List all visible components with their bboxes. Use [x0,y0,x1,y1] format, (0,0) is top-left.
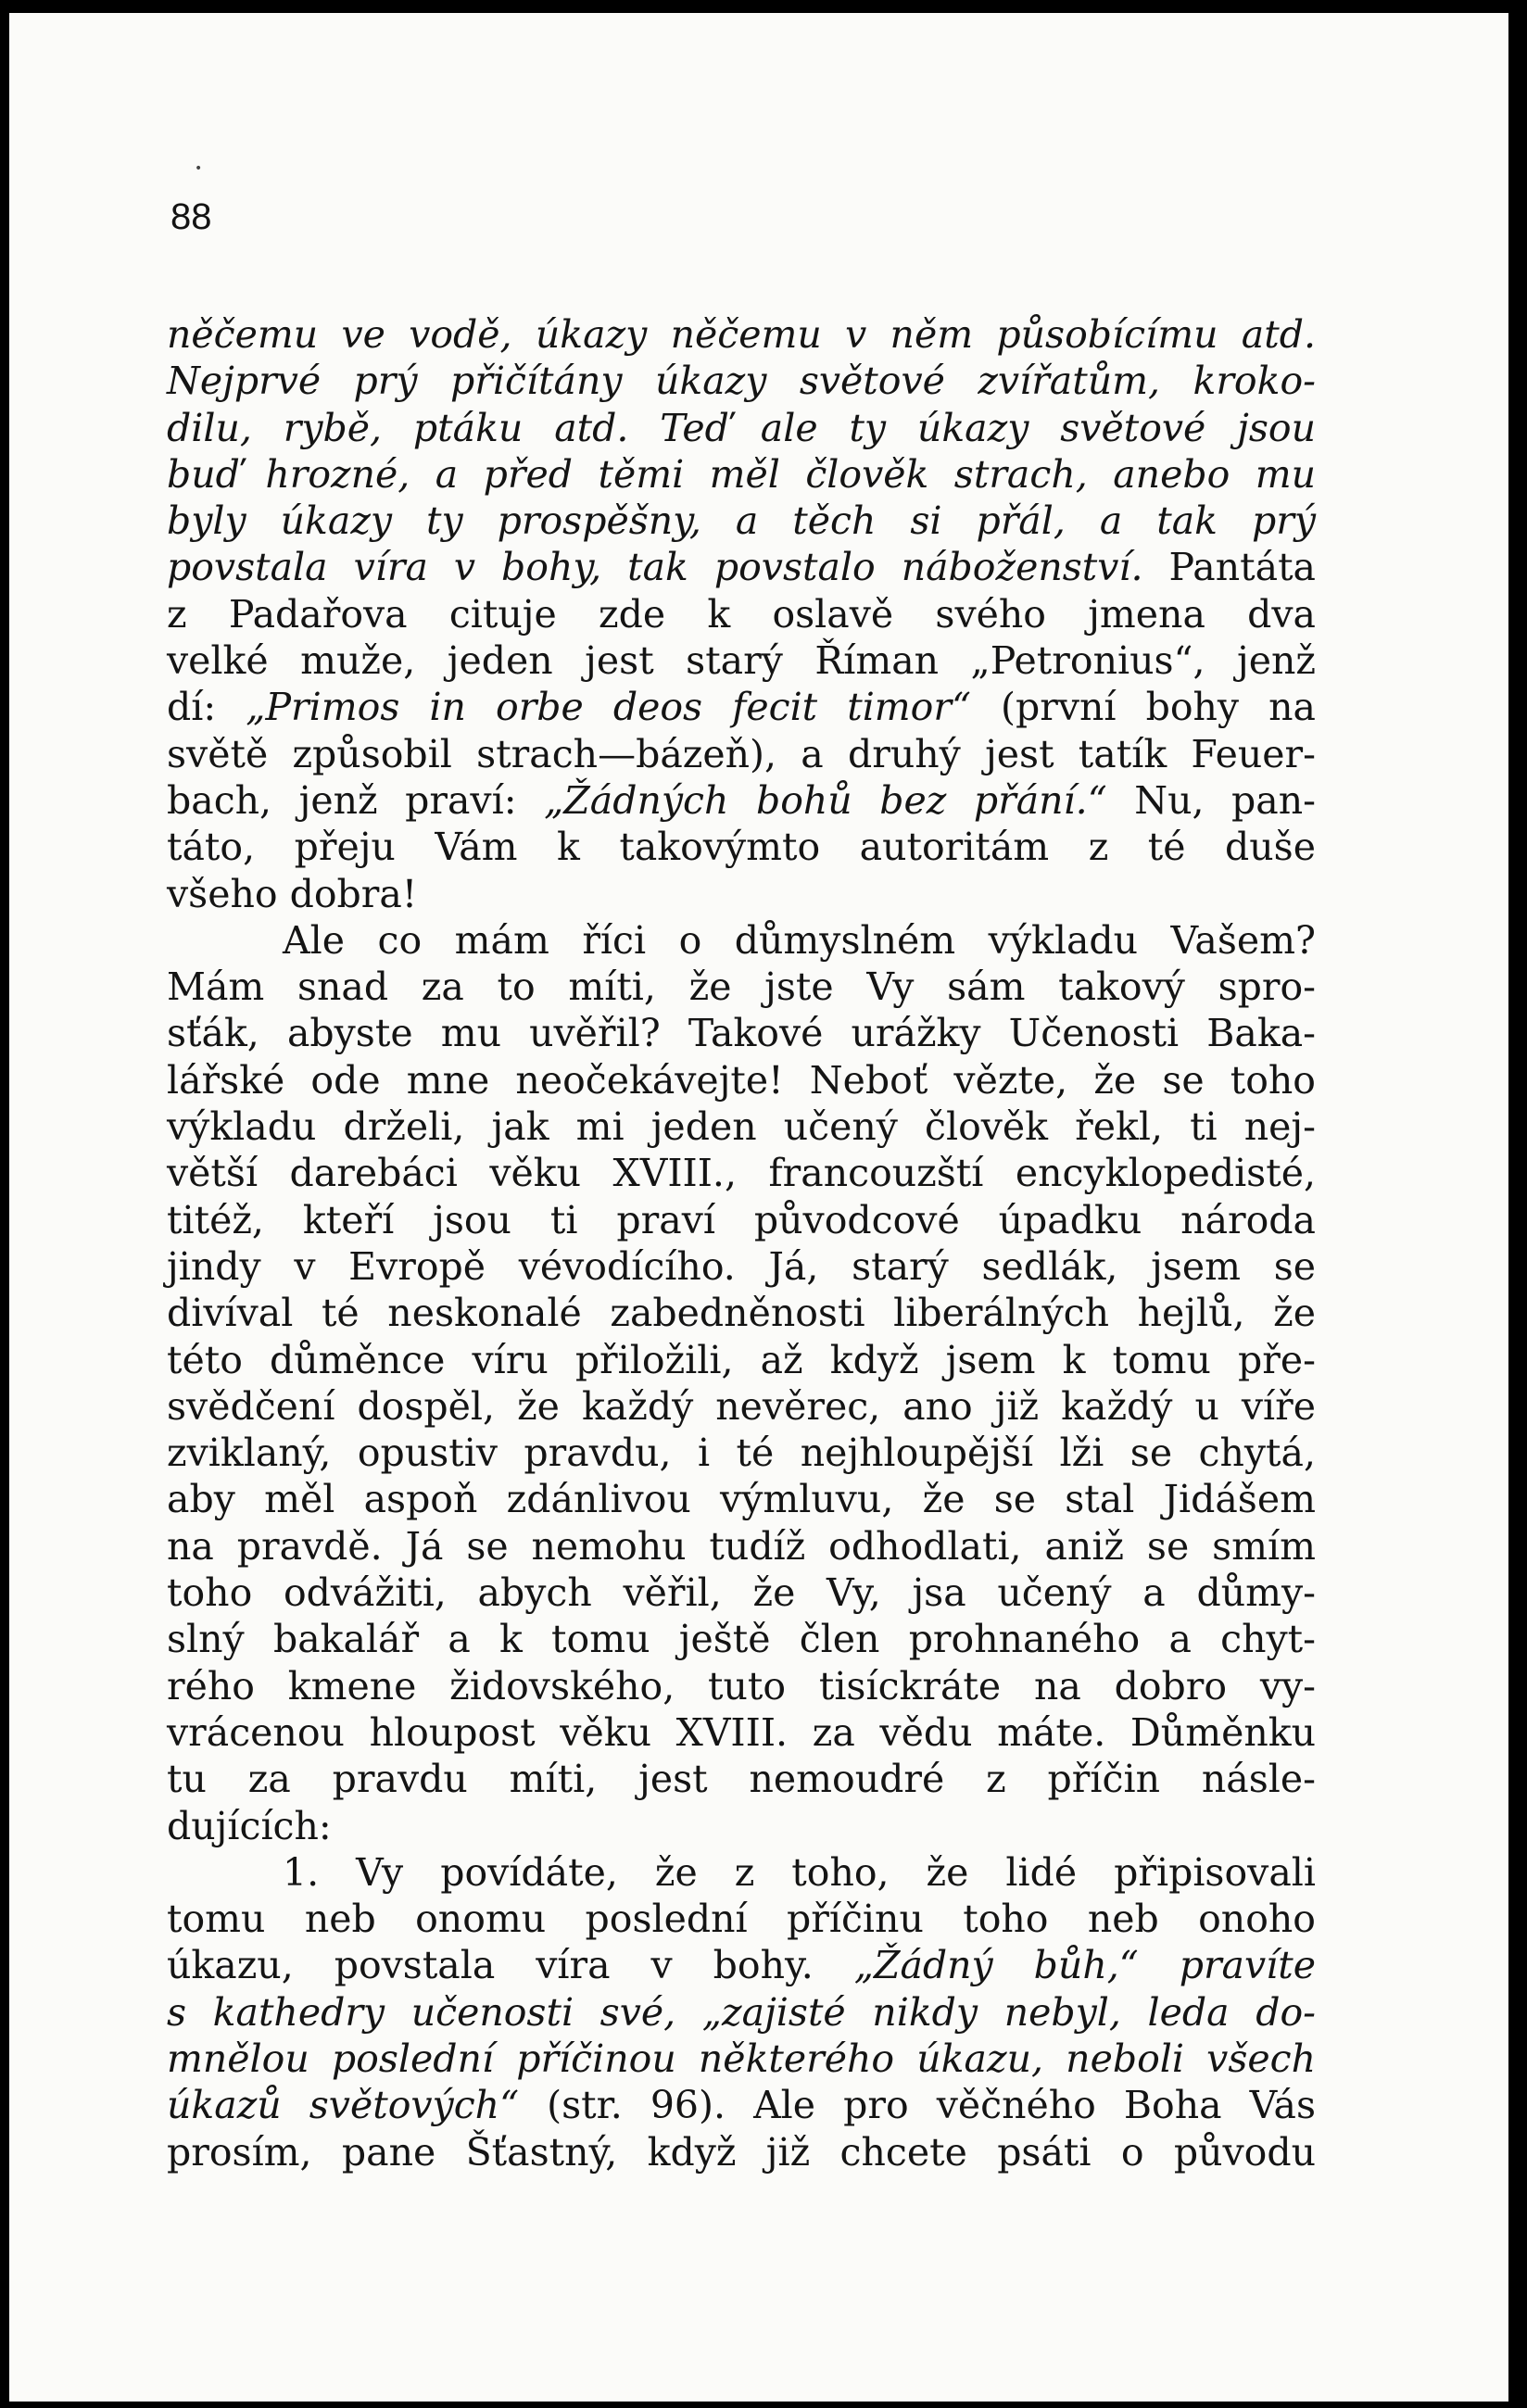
text-line [167,1523,1316,1570]
text-segment: Mám snad za to míti, že jste Vy sám takový spro- [167,964,1316,1010]
text-segment: dí: [167,685,246,730]
text-line [167,917,1316,964]
italic-text-segment: Nejprvé prý přičítány úkazy světové zvířatům, kroko- [167,359,1316,404]
text-segment: (první bohy na [970,685,1316,730]
text-line [167,1896,1316,1942]
text-line [167,1430,1316,1476]
text-segment: Nu, pan- [1106,777,1316,823]
scan-speck: • [195,161,203,176]
text-segment: sťák, abyste mu uvěřil? Takové urážky Učenosti Baka- [167,1011,1316,1056]
text-segment: táto, přeju Vám k takovýmto autoritám z té duše [167,825,1316,870]
text-line [167,1989,1316,2036]
text-segment: světě způsobil strach—bázeň), a druhý jest tatík Feuer- [167,731,1316,776]
italic-text-segment: buď hrozné, a před těmi měl člověk strach, anebo mu [167,451,1316,497]
italic-text-segment: dilu, rybě, ptáku atd. Teď ale ty úkazy světové jsou [167,405,1316,450]
text-line [167,684,1316,730]
text-line [167,1663,1316,1709]
text-line [167,824,1316,870]
text-line [167,1570,1316,1616]
text-segment: lářské ode mne neočekávejte! Neboť vězte, že se toho [167,1057,1316,1103]
text-segment: vrácenou hloupost věku XVIII. za vědu máte. Důměnku [167,1709,1316,1755]
text-line [167,1756,1316,1802]
text-segment: na pravdě. Já se nemohu tudíž odhodlati, aniž se smím [167,1523,1316,1569]
text-line [167,1243,1316,1290]
text-segment: tomu neb onomu poslední příčinu toho neb onoho [167,1897,1316,1942]
italic-text-segment: úkazů světových“ [167,2083,520,2128]
text-segment: prosím, pane Šťastný, když již chcete psáti o původu [167,2129,1316,2175]
text-segment: zviklaný, opustiv pravdu, i té nejhloupější lži se chytá, [167,1431,1316,1476]
text-line [167,358,1316,404]
text-line [167,405,1316,451]
text-line [167,731,1316,777]
text-line [167,544,1316,590]
text-segment: rého kmene židovského, tuto tisíckráte na dobro vy- [167,1663,1316,1708]
text-segment: všeho dobra! [167,871,418,916]
text-line [167,2036,1316,2082]
text-segment: výkladu drželi, jak mi jeden učený člověk řekl, ti nej- [167,1104,1316,1150]
text-segment: 1. Vy povídáte, že z toho, že lidé připisovali [283,1849,1316,1895]
text-segment: toho odvážiti, abych věřil, že Vy, jsa učený a důmy- [167,1570,1316,1616]
body-text [167,311,1316,2175]
text-segment: úkazu, povstala víra v bohy. [167,1943,854,1988]
text-line [167,1150,1316,1196]
text-segment: Pantáta [1142,545,1316,590]
text-segment: bach, jenž praví: [167,777,545,823]
text-line [167,498,1316,544]
text-line [167,637,1316,684]
text-line [167,1476,1316,1522]
text-line [167,1337,1316,1383]
text-line [167,1103,1316,1150]
text-segment: slný bakalář a k tomu ještě člen prohnaného a chyt- [167,1617,1316,1662]
text-line [167,777,1316,824]
text-segment: větší darebáci věku XVIII., francouzští encyklopedisté, [167,1151,1316,1196]
text-line [167,1709,1316,1756]
text-line [167,1383,1316,1430]
text-line [167,1290,1316,1336]
text-line [167,2129,1316,2175]
text-line [167,1197,1316,1243]
text-segment: jindy v Evropě vévodícího. Já, starý sedlák, jsem se [167,1243,1316,1289]
text-line [167,1010,1316,1056]
text-segment: této důměnce víru přiložili, až když jsem k tomu pře- [167,1337,1316,1382]
text-segment: aby měl aspoň zdánlivou výmluvu, že se stal Jidášem [167,1477,1316,1522]
text-segment: divíval té neskonalé zabedněnosti liberálných hejlů, že [167,1291,1316,1336]
text-line [167,1057,1316,1103]
italic-text-segment: „Primos in orbe deos fecit timor“ [246,685,971,730]
italic-text-segment: byly úkazy ty prospěšny, a těch si přál, a tak prý [167,498,1316,544]
italic-text-segment: něčemu ve vodě, úkazy něčemu v něm působícímu atd. [167,312,1316,357]
text-line [167,1942,1316,1988]
text-line [167,311,1316,358]
text-line [167,451,1316,498]
text-segment: dujících: [167,1803,332,1848]
italic-text-segment: „Žádný bůh,“ pravíte [853,1943,1317,1988]
book-page [9,13,1508,2402]
text-segment: z Padařova cituje zde k oslavě svého jmena dva [167,591,1316,637]
text-line [167,871,1316,917]
page-number: 88 [170,196,212,237]
text-line [167,2082,1316,2128]
text-line [167,1803,1316,1849]
text-segment: tu za pravdu míti, jest nemoudré z příčin násle- [167,1757,1316,1802]
text-line [167,591,1316,637]
text-segment: titéž, kteří jsou ti praví původcové úpadku národa [167,1197,1316,1242]
text-line [167,1849,1316,1896]
italic-text-segment: povstala víra v bohy, tak povstalo náboženství. [167,545,1143,590]
text-segment: svědčení dospěl, že každý nevěrec, ano již každý u víře [167,1383,1316,1429]
italic-text-segment: mnělou poslední příčinou některého úkazu, neboli všech [167,2036,1316,2081]
italic-text-segment: s kathedry učenosti své, „zajisté nikdy nebyl, leda do- [167,1989,1316,2035]
text-line [167,1616,1316,1662]
italic-text-segment: „Žádných bohů bez přání.“ [544,777,1107,823]
text-segment: Ale co mám říci o důmyslném výkladu Vašem? [283,917,1316,963]
text-segment: (str. 96). Ale pro věčného Boha Vás [519,2083,1316,2128]
text-line [167,964,1316,1010]
text-segment: velké muže, jeden jest starý Říman „Petronius“, jenž [167,638,1316,684]
